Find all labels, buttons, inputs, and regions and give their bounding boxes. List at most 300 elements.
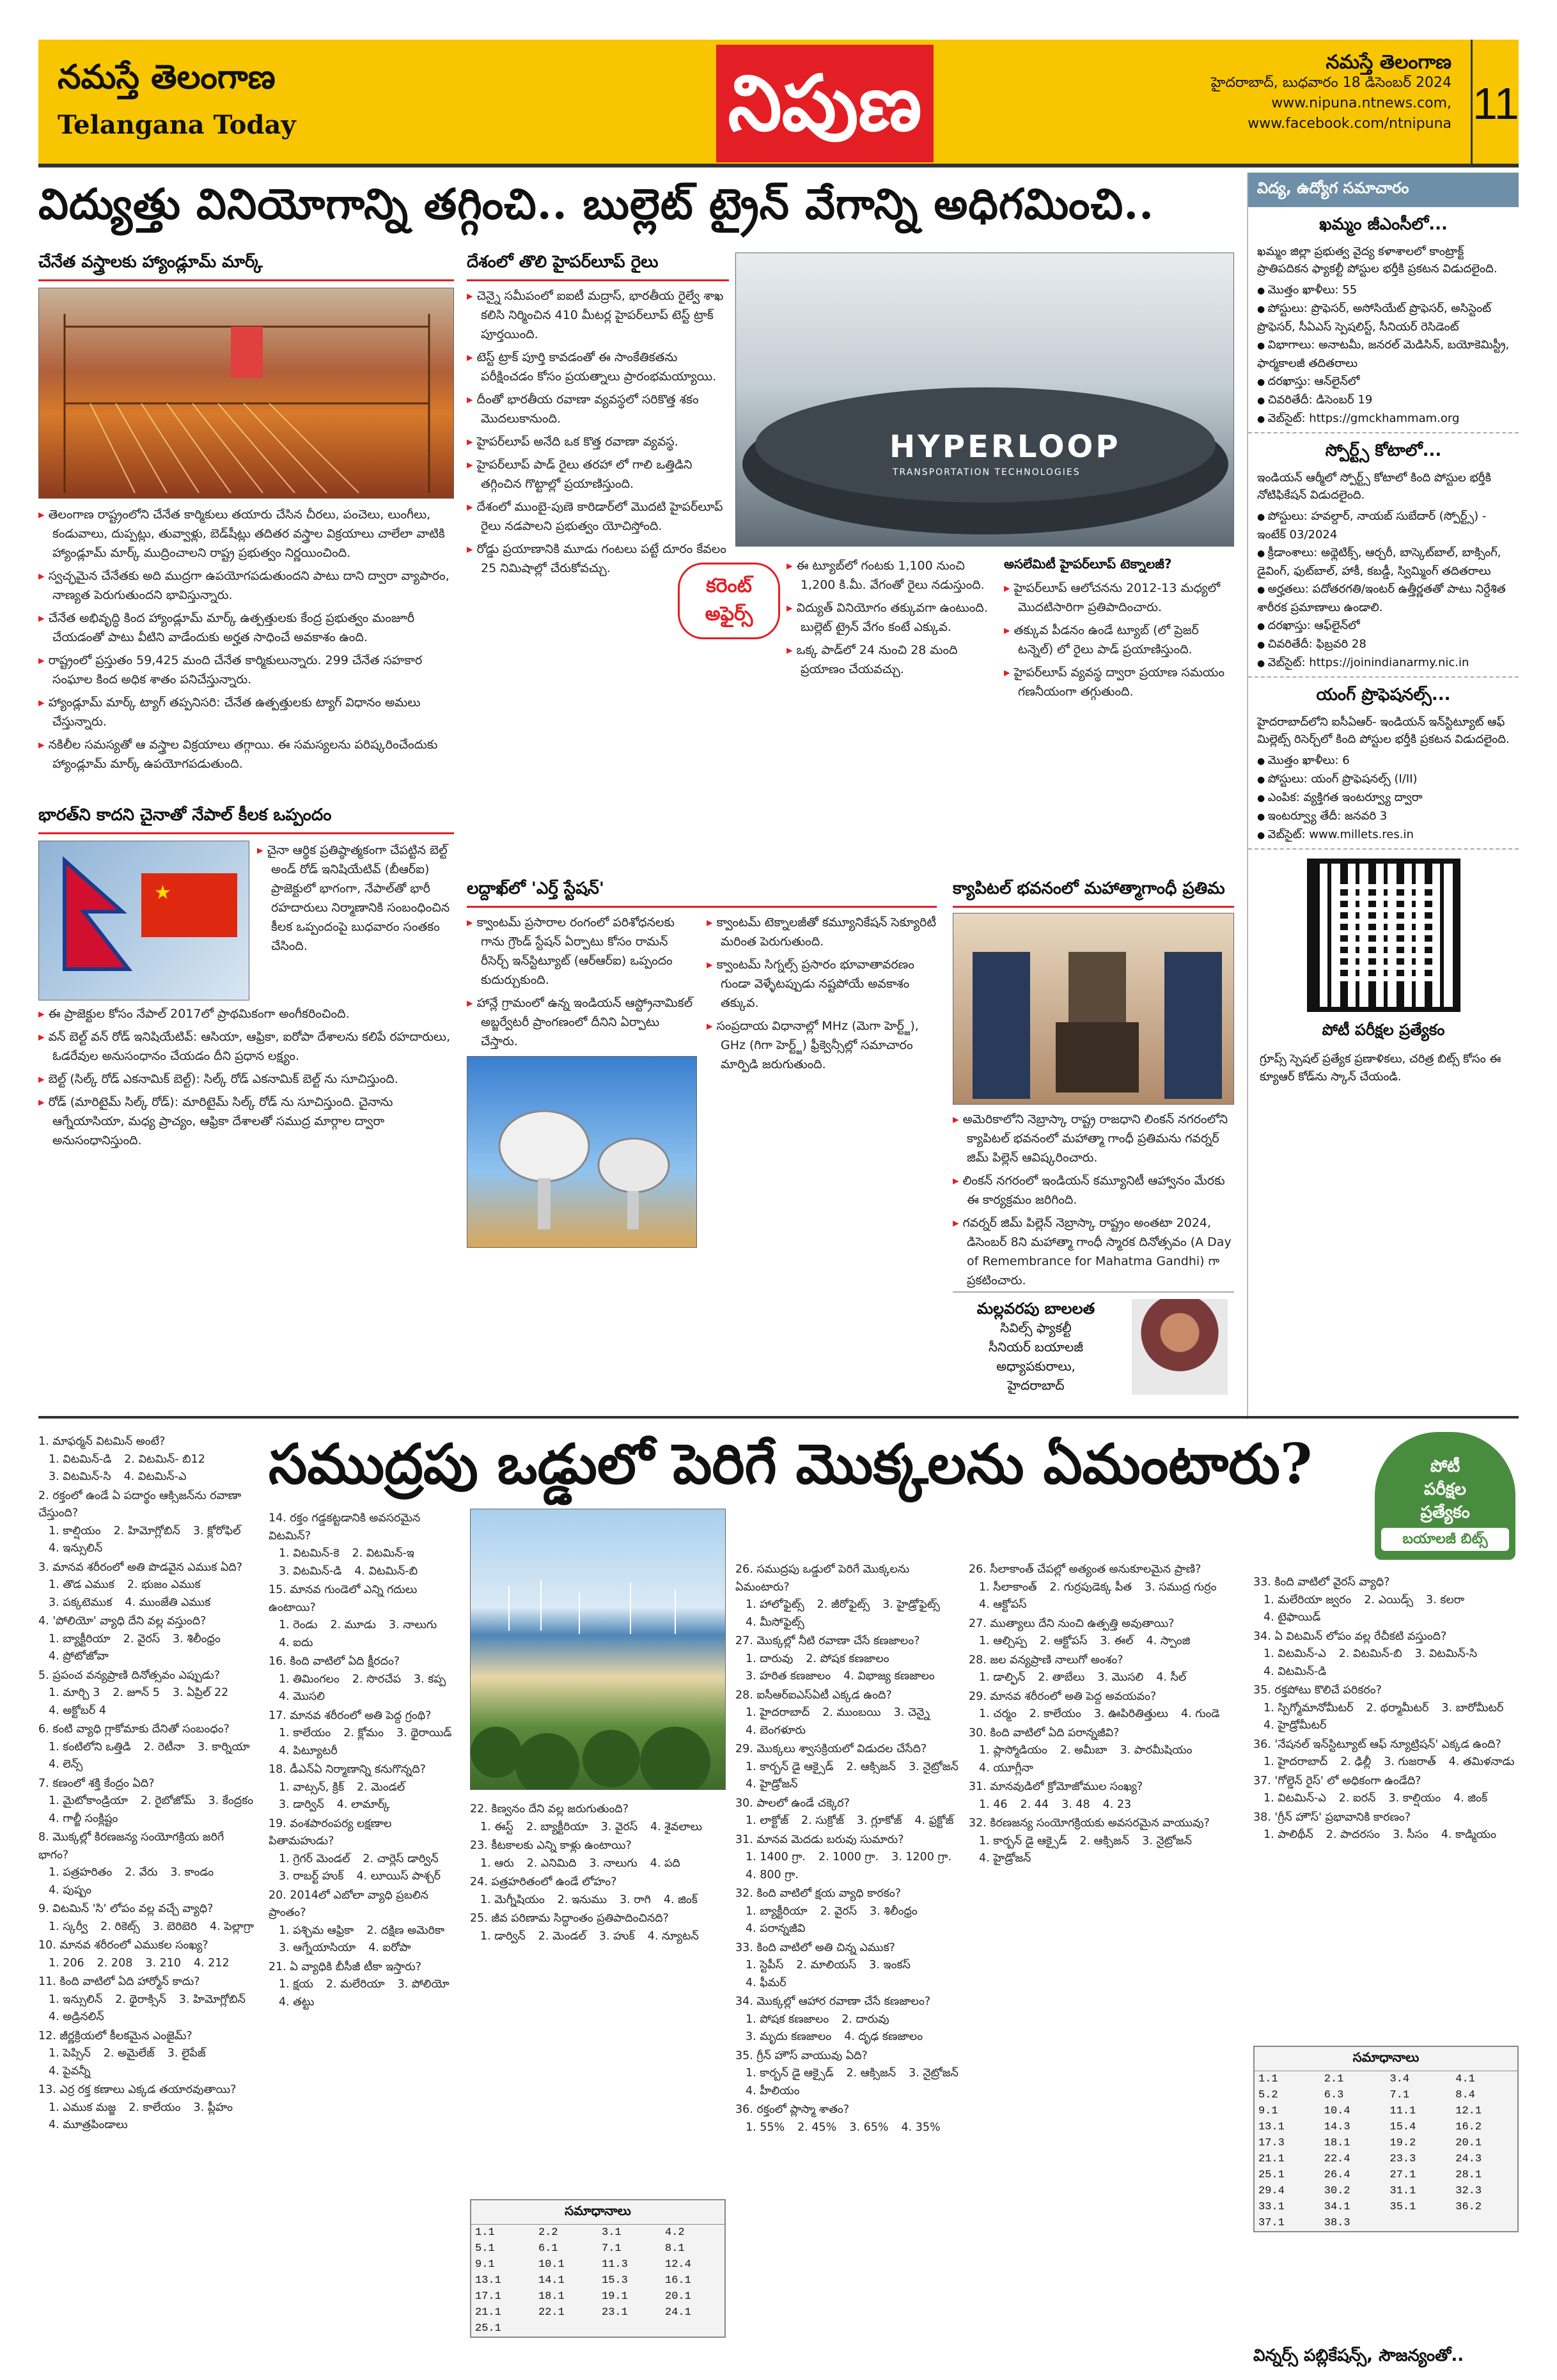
quiz-question: 34. మొక్కల్లో ఆహార రవాణా చేసే కణజాలం? — [735, 1995, 931, 2008]
quiz-option: 2. దారువు — [841, 2012, 889, 2026]
quiz-options — [735, 1596, 959, 1631]
quiz-option: 2. గుర్రపుడెక్క పీత — [1049, 1580, 1132, 1594]
quiz-question: 32. కిరణజన్య సంయోగక్రియకు అవసరమైన వాయువు? — [969, 1817, 1210, 1830]
quiz-question: 2. రక్తంలో ఉండే ఏ పదార్థం ఆక్సిజన్‌ను రవాణా చేస్తుంది? — [38, 1489, 242, 1520]
quiz-option: 2. మెండల్ — [357, 1780, 405, 1794]
sidebar-header: విద్య, ఉద్యోగ సమాచారం — [1248, 173, 1519, 207]
section-title: యంగ్ ప్రొఫెషనల్స్... — [1316, 685, 1451, 704]
paragraph: ▸ చెన్నై సమీపంలో ఐఐటీ మద్రాస్, భారతీయ రైల్వే శాఖ కలిసి నిర్మించిన 410 మీటర్ల హైపర్‌లూప్ టెస్ట్ ట్రాక్ పూర్తయింది. — [467, 286, 729, 344]
gandhi-statue-photo — [953, 913, 1234, 1105]
answer-cell: 3.1 — [602, 2227, 622, 2239]
list-item: ● పోస్టులు: ప్రొఫెసర్, అసోసియేట్ ప్రొఫెసర్, అసిస్టెంట్ ప్రొఫెసర్, సీఏఎస్ స్పెషలిస్ట్, సీనియర్ రెసిడెంట్ — [1257, 300, 1510, 336]
quiz-question: 34. ఏ విటమిన్ లోపం వల్ల రేచీకటి వస్తుంది? — [1253, 1629, 1447, 1643]
quiz-option: 1. పెప్సిన్ — [49, 2047, 91, 2060]
quiz-question: 28. జల వన్యప్రాణి నాలుగో అంశం? — [969, 1653, 1123, 1667]
quiz-option: 3. బారోమీటర్ — [1441, 1701, 1504, 1715]
issue-date: హైదరాబాద్, బుధవారం 18 డిసెంబర్ 2024 — [1210, 75, 1451, 91]
answer-cell: 23.3 — [1389, 2153, 1416, 2165]
quiz-option: 4. అక్టోబర్ 4 — [49, 1704, 106, 1717]
answers-grid — [471, 2225, 724, 2337]
paragraph: ▸ రోడ్డు ప్రయాణానికి మూడు గంటలు పట్టే దూరం కేవలం 25 నిమిషాల్లో చేరుకోవచ్చు. — [467, 540, 729, 578]
quiz-option: 4. విటమిన్-డి — [1264, 1665, 1327, 1678]
quiz-option: 4. పిట్యూటరీ — [279, 1744, 338, 1757]
quiz-option: 1. కంటిలోని ఒత్తిడి — [49, 1740, 131, 1754]
flags-photo — [38, 841, 249, 1000]
quiz-option: 1. స్కర్వీ — [49, 1920, 88, 1933]
answer-cell: 24.3 — [1455, 2153, 1482, 2165]
answer-cell: 5.1 — [475, 2243, 495, 2255]
paragraph: ▸ లింకన్ నగరంలో ఇండియన్ కమ్యూనిటీ ఆహ్వానం మేరకు ఈ కార్యక్రమం జరిగింది. — [953, 1171, 1234, 1209]
quiz-question: 29. మొక్కలు శ్వాసక్రియలో విడుదల చేసేది? — [735, 1743, 927, 1755]
paragraph: ▸ క్వాంటమ్ ప్రసారాల రంగంలో పరిశోధనలకు గాను గ్రౌండ్ స్టేషన్ ఏర్పాటు కోసం రామన్ రీసెర్చ్ ఇన్‌స్టిట్యూట్ (ఆర్ఆర్ఐ) ఒప్పందం కుదుర్చుకుంది. — [467, 913, 697, 990]
quiz-option: 2. సుక్రోజ్ — [801, 1814, 844, 1827]
answers-row — [471, 2305, 724, 2321]
quiz-option: 4. లెన్స్ — [49, 1758, 83, 1771]
quiz-options — [735, 1812, 959, 1830]
answers-row — [1255, 2135, 1517, 2151]
quiz-option: 4. న్యూటన్ — [647, 1929, 699, 1943]
answers-title: సమాధానాలు — [1255, 2047, 1517, 2071]
main-headline: విద్యుత్తు వినియోగాన్ని తగ్గించి.. బుల్లెట్ ట్రైన్ వేగాన్ని అధిగమించి.. — [38, 179, 1155, 229]
quiz-options — [470, 1892, 726, 1909]
paragraph: ▸ హాన్లే గ్రామంలో ఉన్న ఇండియన్ ఆస్ట్రోనామికల్ అబ్జర్వేటరీ ప్రాంగణంలో దీనిని ఏర్పాటు చేస్తారు. — [467, 993, 697, 1051]
section-list — [1257, 281, 1510, 428]
paragraph: ▸ ఒక్క పాడ్‌లో 24 నుంచి 28 మంది ప్రయాణం చేయవచ్చు. — [786, 641, 991, 679]
quiz-option: 3. మృదు కణజాలం — [746, 2030, 832, 2043]
answer-cell: 31.1 — [1389, 2185, 1416, 2197]
quiz-option: 2. మాలియస్ — [796, 1959, 857, 1972]
quiz-option: 2. వేరు — [125, 1866, 158, 1879]
avatar — [1132, 1299, 1228, 1395]
quiz-question: 7. కణంలో శక్తి కేంద్రం ఏది? — [38, 1777, 155, 1790]
quiz-option: 2. జూన్ 5 — [113, 1686, 160, 1699]
quiz-option: 4. విటమిన్-ఎ — [123, 1470, 187, 1483]
quiz-options — [969, 1742, 1224, 1777]
quiz-option: 3. 65% — [849, 2120, 889, 2134]
qr-caption: పోటీ పరీక్షల ప్రత్యేకం — [1322, 1021, 1445, 1039]
hyperloop-logo-text: HYPERLOOP — [889, 429, 1121, 465]
quiz-option: 3. హుక్ — [599, 1929, 635, 1943]
answer-cell: 17.3 — [1258, 2137, 1285, 2149]
answers-table-1 — [470, 2199, 726, 2338]
badge-line: పరీక్షల — [1424, 1480, 1466, 1499]
list-item-website[interactable]: ● వెబ్‌సైట్: https://joinindianarmy.nic.in — [1257, 654, 1510, 673]
quiz-option: 2. ఆక్టోపస్ — [1039, 1635, 1088, 1647]
answers-row — [471, 2257, 724, 2273]
quiz-option: 3. సముద్ర గుర్రం — [1145, 1580, 1217, 1594]
satellite-dish-photo — [467, 1056, 697, 1248]
paragraph: ▸ హైపర్‌లూప్ పాడ్ రైలు తరహా లో గాలి ఒత్తిడిని తగ్గించిన గొట్టాల్లో ప్రయాణిస్తుంది. — [467, 455, 729, 494]
quiz-options — [38, 1793, 256, 1828]
hyperloop-cont — [786, 556, 991, 683]
quiz-option: 4. గాల్జీ సంక్లిష్టం — [49, 1812, 118, 1825]
quiz-option: 3. ప్లీహం — [193, 2101, 233, 2114]
quiz-option: 3. నైట్రోజన్ — [1142, 1834, 1192, 1847]
quiz-option: 3. గ్లూకోజ్ — [856, 1814, 902, 1827]
quiz-option: 2. 208 — [97, 1956, 133, 1970]
answers-table-2 — [1253, 2046, 1519, 2232]
quiz-question: 28. ఐసీఆర్ఐఎస్ఏటీ ఎక్కడ ఉంది? — [735, 1688, 892, 1702]
quiz-option: 2. భుజం ఎముక — [127, 1578, 201, 1591]
quiz-option: 1. చర్మం — [979, 1707, 1017, 1720]
answer-cell: 5.2 — [1258, 2089, 1278, 2101]
list-item: ● మొత్తం ఖాళీలు: 55 — [1257, 281, 1510, 300]
svg-text:★: ★ — [154, 882, 171, 904]
answer-cell: 27.1 — [1389, 2169, 1416, 2181]
quiz-option: 2. బ్యాక్టీరియా — [526, 1820, 588, 1833]
quiz-option: 1. హైదరాబాద్ — [746, 1706, 810, 1719]
paragraph: ▸ రాష్ట్రంలో ప్రస్తుతం 59,425 మంది చేనేత కార్మికులున్నారు. 299 చేనేత సహకార సంఘాల కింద అధిక శాతం పనిచేస్తున్నారు. — [38, 651, 454, 689]
answer-cell: 33.1 — [1258, 2201, 1285, 2213]
quiz-options — [38, 2045, 256, 2080]
quiz-question: 35. రక్తపోటు కొలిచే పరికరం? — [1253, 1684, 1382, 1697]
quiz-options — [38, 1918, 256, 1936]
quiz-option: 1. పాలిథీన్ — [1264, 1828, 1313, 1841]
quiz-option: 3. రాగి — [619, 1893, 651, 1906]
quiz-options — [735, 1903, 959, 1938]
section-title: ఖమ్మం జీఎంసీలో... — [1319, 215, 1448, 234]
quiz-option: 4. ఫ్రక్టోజ్ — [914, 1814, 954, 1827]
quiz-option: 3. శిలీంధ్రం — [173, 1632, 221, 1645]
answer-cell: 8.4 — [1455, 2089, 1475, 2101]
answers-row — [1255, 2151, 1517, 2167]
quiz-options — [470, 1855, 726, 1873]
answer-cell: 14.3 — [1324, 2121, 1350, 2133]
quiz-column-3 — [735, 1560, 959, 2340]
beach-illustration — [471, 1509, 726, 1790]
quiz-column-4 — [969, 1560, 1224, 2340]
list-item: ● ఇంటర్వ్యూ తేదీ: జనవరి 3 — [1257, 807, 1510, 826]
quiz-option: 2. ఎనిమిది — [526, 1856, 577, 1870]
weaver-figure — [231, 327, 263, 378]
quiz-option: 1. రెండు — [279, 1619, 318, 1631]
quiz-option: 1. పశ్చిమ ఆఫ్రికా — [279, 1924, 354, 1937]
quiz-option: 1. స్పిగ్మోమానోమీటర్ — [1264, 1701, 1354, 1715]
quiz-question: 3. మానవ శరీరంలో అతి పొడవైన ఎముక ఏది? — [38, 1560, 243, 1574]
answer-cell: 2.1 — [1324, 2073, 1344, 2085]
quiz-option: 2. 44 — [1020, 1798, 1049, 1811]
quiz-option: 3. 48 — [1061, 1798, 1090, 1811]
author-info — [953, 1299, 1119, 1400]
list-item: ● చివరితేదీ: డిసెంబర్ 19 — [1257, 391, 1510, 410]
quiz-option: 2. థర్మామీటర్ — [1366, 1701, 1429, 1715]
quiz-option: 1. 206 — [49, 1956, 84, 1970]
answer-cell: 34.1 — [1324, 2201, 1350, 2213]
paragraph: ▸ హ్యాండ్లూమ్ మార్క్ ట్యాగ్ తప్పనిసరి: చేనేత ఉత్పత్తులకు ట్యాగ్ విధానం అమలు చేస్తున్నారు. — [38, 693, 454, 731]
quiz-option: 2. అమీబా — [1060, 1744, 1107, 1757]
quiz-options — [38, 1523, 256, 1558]
answers-row — [1255, 2103, 1517, 2119]
sub-title: అసలేమిటీ హైపర్‌లూప్ టెక్నాలజీ? — [1004, 556, 1172, 572]
answer-cell: 37.1 — [1258, 2217, 1285, 2229]
quiz-option: 3. హరిత కణజాలం — [746, 1670, 831, 1683]
quiz-question: 33. కింది వాటిలో అతి చిన్న ఎముక? — [735, 1941, 895, 1954]
paper-name-right: నమస్తే తెలంగాణ — [1326, 51, 1451, 74]
dish-illustration — [467, 1057, 697, 1248]
article-body — [953, 1110, 1234, 1290]
section-divider — [38, 1416, 1519, 1419]
quiz-option: 2. ముంబయి — [822, 1706, 881, 1719]
quiz-option: 2. ఆక్సిజన్ — [1079, 1834, 1130, 1847]
quiz-question: 38. 'గ్రీన్ హౌస్' ప్రభావానికి కారణం? — [1253, 1810, 1411, 1824]
answer-cell: 16.2 — [1455, 2121, 1482, 2133]
page-number: 11 — [1471, 40, 1519, 167]
quiz-option: 2. కాలేయం — [129, 2101, 181, 2114]
quiz-option: 2. క్లోమం — [343, 1727, 384, 1739]
quiz-option: 1. హాలోఫైట్స్ — [746, 1598, 804, 1611]
quiz-question: 16. కింది వాటిలో ఏది క్షీరదం? — [269, 1655, 400, 1668]
quiz-options — [735, 1849, 959, 1884]
quiz-option: 2. ఆక్సిజన్ — [846, 2067, 896, 2080]
loom-illustration — [39, 288, 454, 499]
quiz-option: 4. మీసోఫైట్స్ — [746, 1615, 804, 1629]
quiz-option: 4. శైవలాలు — [650, 1820, 703, 1833]
answer-cell: 29.4 — [1258, 2185, 1285, 2197]
paragraph: ▸ విద్యుత్ వినియోగం తక్కువగా ఉంటుంది. బుల్లెట్ ట్రైన్ వేగం కంటే ఎక్కువ. — [786, 598, 991, 637]
quiz-question: 21. ఏ వ్యాధికి బీసీజీ టీకా ఇస్తారు? — [269, 1960, 422, 1973]
quiz-option: 2. దక్షిణ అమెరికా — [366, 1924, 445, 1937]
quiz-question: 11. కింది వాటిలో ఏది హార్మోన్ కాదు? — [38, 1975, 200, 1988]
paragraph: ▸ తెలంగాణ రాష్ట్రంలోని చేనేత కార్మికులు తయారు చేసిన చీరలు, పంచెలు, లుంగీలు, కండువాలు, దుప్పట్లు, తువ్వాళ్లు, బెడ్‌షీట్లు తదితర వస్త్రాల విక్రయాలు చాలేలా వాటికి హ్యాండ్లూమ్ మార్క్ ముద్రించాలని రాష్ట్ర ప్రభుత్వం నిర్ణయించింది. — [38, 505, 454, 563]
quiz-options — [969, 1669, 1224, 1687]
section-intro: హైదరాబాద్‌లోని ఐసీఏఆర్- ఇండియన్ ఇన్‌స్టిట్యూట్ ఆఫ్ మిల్లెట్స్ రిసెర్చ్‌లో కింది పోస్టుల భర్తీకి ప్రకటన విడుదలైంది. — [1257, 715, 1510, 746]
quiz-column-5 — [1253, 1573, 1519, 2033]
paragraph: ▸ గవర్నర్ జిమ్ పిల్లెన్ నెబ్రాస్కా రాష్ట్రం అంతటా 2024, డిసెంబర్ 8ని మహాత్మా గాంధీ స్మారక దినోత్సవం (A Day of Remembrance for Mahatma Gandhi) గా ప్రకటించారు. — [953, 1213, 1234, 1290]
quiz-options — [969, 1796, 1224, 1814]
quiz-option: 3. బెరిబెరి — [152, 1920, 198, 1933]
article-body-cont — [38, 1004, 454, 1150]
quiz-options — [38, 1451, 256, 1486]
answer-cell: 13.1 — [1258, 2121, 1285, 2133]
quiz-option: 4. సీల్ — [1156, 1671, 1187, 1684]
answers-row — [1255, 2087, 1517, 2103]
quiz-option: 2. ఆక్సిజన్ — [846, 1760, 896, 1773]
quiz-option: 3. సీసం — [1392, 1828, 1428, 1841]
quiz-question: 22. కిణ్వనం దేని వల్ల జరుగుతుంది? — [470, 1803, 629, 1816]
quiz-option: 1. తిమింగలం — [279, 1672, 340, 1686]
quiz-option: 3. ఆగ్నేయాసియా — [279, 1941, 356, 1954]
quiz-option: 3. కాండం — [170, 1866, 214, 1879]
list-item: ● పోస్టులు: యంగ్ ప్రొఫెషనల్స్ (I/II) — [1257, 770, 1510, 789]
quiz-option: 4. పెల్లాగ్రా — [210, 1920, 254, 1933]
quiz-option: 2. వైరస్ — [123, 1632, 160, 1645]
answers-row — [471, 2225, 724, 2241]
quiz-option: 4. మొసలి — [279, 1690, 325, 1703]
section-intro: ఇండియన్ ఆర్మీలో స్పోర్ట్స్ కోటాలో కింది పోస్టుల భర్తీకి నోటిఫికేషన్ విడుదలైంది. — [1257, 471, 1491, 502]
quiz-question: 32. కింది వాటిలో క్షయ వ్యాధి కారకం? — [735, 1887, 902, 1900]
answer-cell: 4.1 — [1455, 2073, 1475, 2085]
quiz-option: 2. మెండల్ — [538, 1929, 586, 1943]
quiz-option: 1. గ్రెగర్ మెండల్ — [279, 1852, 350, 1865]
quiz-option: 1. విటమిన్-డి — [49, 1452, 112, 1466]
quiz-option: 3. నాలుగు — [589, 1856, 638, 1870]
earth-left — [467, 913, 697, 1248]
facebook-link[interactable]: www.facebook.com/ntnipuna — [1248, 116, 1451, 132]
article-body — [467, 913, 697, 1051]
quiz-options — [38, 1739, 256, 1774]
sidebar-section-young-professionals — [1248, 678, 1519, 850]
article-hyperloop — [467, 253, 729, 582]
quiz-question: 6. కంటి వ్యాధి గ్లాకోమాకు దేనితో సంబంధం? — [38, 1723, 230, 1736]
quiz-option: 3. లైపేజ్ — [167, 2047, 206, 2060]
quiz-question: 5. ప్రపంచ వన్యప్రాణి దినోత్సవం ఎప్పుడు? — [38, 1668, 221, 1682]
article-handloom — [38, 253, 454, 777]
quiz-options — [38, 1864, 256, 1899]
answers-row — [1255, 2183, 1517, 2199]
hyperloop-photo — [735, 253, 1234, 547]
quiz-options — [269, 1779, 460, 1814]
quiz-option: 1. 55% — [746, 2120, 785, 2134]
quiz-options — [735, 2065, 959, 2100]
quiz-option: 1. తొడ ఎముక — [49, 1578, 114, 1591]
article-body-right — [707, 913, 937, 1248]
article-title: దేశంలో తొలి హైపర్‌లూప్ రైలు — [467, 253, 729, 281]
quiz-option: 2. రెటీనా — [143, 1740, 185, 1754]
list-item: ● క్రీడాంశాలు: అథ్లెటిక్స్, ఆర్చరీ, బాస్కెట్‌బాల్, బాక్సింగ్, డైవింగ్, ఫుట్‌బాల్, హాకీ, కబడ్డీ, స్విమ్మింగ్ తదితరాలు — [1257, 544, 1510, 580]
hyperloop-illustration — [736, 253, 1234, 547]
quiz-options — [269, 1545, 460, 1580]
quiz-options — [1253, 1754, 1519, 1771]
quiz-question: 15. మానవ గుండెలో ఎన్ని గదులు ఉంటాయి? — [269, 1583, 418, 1614]
quiz-option: 4. లూయిస్ పాశ్చర్ — [356, 1870, 441, 1883]
answer-cell: 15.3 — [602, 2275, 628, 2287]
answers-row — [1255, 2119, 1517, 2135]
answers-row — [471, 2289, 724, 2305]
quiz-option: 1. పత్రహరితం — [49, 1866, 113, 1879]
quiz-question: 31. మానవుడిలో క్రోమోజోముల సంఖ్య? — [969, 1780, 1143, 1793]
paragraph: ▸ తక్కువ పీడనం ఉండే ట్యూబ్ (లో ప్రెజర్ టన్నెల్) లో రైలు పాడ్ ప్రయాణిస్తుంది. — [1004, 621, 1234, 659]
quiz-options — [269, 1922, 460, 1957]
quiz-option: 2. హిమోగ్లోబిన్ — [113, 1524, 180, 1537]
quiz-question: 36. రక్తంలో ప్లాస్మా శాతం? — [735, 2103, 850, 2116]
quiz-question: 4. 'పోలియో' వ్యాధి దేని వల్ల వస్తుంది? — [38, 1615, 207, 1628]
list-item: ● ఎంపిక: వ్యక్తిగత ఇంటర్వ్యూ ద్వారా — [1257, 789, 1510, 807]
masthead-left — [58, 58, 296, 140]
quiz-option: 4. దృఢ కణజాలం — [844, 2030, 923, 2043]
quiz-option: 3. కాల్షియం — [1388, 1792, 1441, 1805]
list-item: ● దరఖాస్తు: ఆన్‌లైన్‌లో — [1257, 373, 1510, 391]
answer-cell: 19.2 — [1389, 2137, 1416, 2149]
quiz-option: 3. నైట్రోజన్ — [909, 1760, 958, 1773]
author-role: సీనియర్ బయాలజీ అధ్యాపకురాలు, — [989, 1339, 1083, 1374]
quiz-option: 2. మలేరియా — [325, 1978, 385, 1991]
quiz-option: 2. అమైలేజ్ — [103, 2047, 155, 2060]
quiz-option: 1. కార్బన్ డై ఆక్సైడ్ — [746, 1760, 834, 1773]
biology-bits-badge — [1375, 1432, 1515, 1560]
answer-cell: 36.2 — [1455, 2201, 1482, 2213]
list-item-website[interactable]: ● వెబ్‌సైట్: www.millets.res.in — [1257, 826, 1510, 844]
quiz-option: 1. మైటోకాండ్రియా — [49, 1794, 128, 1807]
paragraph: ▸ ఈ ట్యూబ్‌లో గంటకు 1,100 నుంచి 1,200 కి.మీ. వేగంతో రైలు నడుస్తుంది. — [786, 556, 991, 595]
quiz-option: 4. జింక్ — [1453, 1792, 1488, 1805]
article-nepal — [38, 805, 454, 1154]
answer-cell: 12.1 — [1455, 2105, 1482, 2117]
paragraph: ▸ టెస్ట్ ట్రాక్ పూర్తి కావడంతో ఈ సాంకేతికతను పరీక్షించడం కోసం ప్రయత్నాలు ప్రారంభమయ్యాయి. — [467, 348, 729, 386]
quiz-question: 14. రక్తం గడ్డకట్టడానికి అవసరమైన విటమిన్? — [269, 1512, 421, 1543]
answer-cell: 7.1 — [1389, 2089, 1410, 2101]
badge-line: ప్రత్యేకం — [1420, 1503, 1470, 1522]
quiz-option: 4. ఇన్సులిన్ — [49, 1542, 103, 1555]
quiz-question: 26. సముద్రపు ఒడ్డులో పెరిగే మొక్కలను ఏమంటారు? — [735, 1563, 910, 1594]
quiz-option: 3. విటమిన్-డి — [279, 1564, 342, 1578]
quiz-option: 3. థైరాయిడ్ — [396, 1727, 452, 1739]
quiz-option: 1. మార్చి 3 — [49, 1686, 100, 1699]
hyperloop-tech — [1004, 556, 1234, 705]
answer-cell: 9.1 — [475, 2259, 495, 2271]
website-link[interactable]: www.nipuna.ntnews.com, — [1271, 95, 1451, 111]
quiz-question: 23. కీటకాలకు ఎన్ని కాళ్లు ఉంటాయి? — [470, 1839, 632, 1852]
quiz-option: 1. మలేరియా జ్వరం — [1264, 1593, 1352, 1606]
quiz-option: 3. ఇంకస్ — [869, 1959, 911, 1972]
answer-cell: 22.4 — [1324, 2153, 1350, 2165]
quiz-option: 1. కాల్షియం — [49, 1524, 101, 1537]
answer-cell: 25.1 — [1258, 2169, 1285, 2181]
quiz-option: 1. ప్లాస్మోడియం — [979, 1744, 1047, 1757]
qr-code[interactable] — [1307, 859, 1460, 1012]
quiz-option: 4. స్పాంజి — [1146, 1635, 1191, 1647]
quiz-option: 4. గుండె — [1180, 1707, 1220, 1720]
quiz-option: 2. 1000 గ్రా. — [818, 1851, 879, 1863]
quiz-option: 3. హైడ్రోఫైట్స్ — [882, 1598, 940, 1611]
answer-cell: 3.4 — [1389, 2073, 1410, 2085]
answer-cell: 26.4 — [1324, 2169, 1350, 2181]
quiz-option: 1. ఇన్సులిన్ — [49, 1993, 103, 2006]
quiz-option: 3. రాబర్ట్ హుక్ — [279, 1870, 344, 1883]
quiz-option: 3. హిమోగ్లోబిన్ — [178, 1993, 246, 2006]
paragraph: ▸ బెల్ట్ (సిల్క్ రోడ్ ఎకనామిక్ బెల్ట్): సిల్క్ రోడ్ ఎకనామిక్ బెల్ట్ ను సూచిస్తుంది. — [38, 1069, 454, 1089]
quiz-option: 1. డార్విన్ — [480, 1929, 526, 1943]
quiz-option: 4. ప్రోటోజోవా — [49, 1650, 109, 1663]
list-item-website[interactable]: ● వెబ్‌సైట్: https://gmckhammam.org — [1257, 410, 1510, 428]
quiz-option: 1. కార్బన్ డై ఆక్సైడ్ — [979, 1834, 1067, 1847]
section-list — [1257, 752, 1510, 844]
answer-cell: 1.1 — [1258, 2073, 1278, 2085]
quiz-options — [735, 1957, 959, 1992]
quiz-question: 1. మాఫర్మన్ విటమిన్ అంటే? — [38, 1435, 166, 1448]
quiz-option: 1. క్షయ — [279, 1978, 313, 1991]
quiz-options — [38, 1576, 256, 1612]
quiz-options — [735, 1651, 959, 1686]
article-mahatma — [953, 879, 1234, 1294]
quiz-option: 2. విటమిన్-బి — [1338, 1647, 1402, 1660]
quiz-option: 4. హైడ్రోజన్ — [746, 1778, 798, 1791]
quiz-options — [969, 1706, 1224, 1723]
quiz-option: 1. డాల్ఫిన్ — [979, 1671, 1026, 1684]
quiz-option: 2. ఐరన్ — [1338, 1792, 1376, 1805]
answer-cell: 11.3 — [602, 2259, 628, 2271]
qr-note: గ్రూప్స్ స్పెషల్ ప్రత్యేక ప్రణాళికలు, చరిత్ర బిట్స్ కోసం ఈ క్యూఆర్ కోడ్‌ను స్కాన్ చేయండి. — [1260, 1052, 1501, 1084]
quiz-option: 4. తమిళనాడు — [1448, 1755, 1515, 1768]
quiz-options — [735, 2011, 959, 2046]
paragraph: ▸ వన్ బెల్ట్ వన్ రోడ్ ఇనిషియేటివ్: ఆసియా, ఆఫ్రికా, ఐరోపా దేశాలను కలిపే రహదారులు, ఓడరేవుల అనుసంధానం చేయడం దీని ప్రధాన లక్ష్యం. — [38, 1027, 454, 1066]
quiz-option: 4. ఫీమర్ — [746, 1976, 786, 1989]
quiz-option: 4. ఐదు — [279, 1636, 313, 1649]
list-item: ● పోస్టులు: హవల్దార్, నాయబ్ సుబేదార్ (స్పోర్ట్స్) - ఇంటేక్ 03/2024 — [1257, 508, 1510, 544]
quiz-option: 1. విటమిన్-కె — [279, 1547, 340, 1560]
quiz-question: 8. మొక్కల్లో కిరణజన్య సంయోగక్రియ జరిగే భాగం? — [38, 1831, 224, 1862]
quiz-option: 2. విటమిన్-ఇ — [352, 1547, 414, 1560]
article-title: క్యాపిటల్ భవనంలో మహాత్మాగాంధీ ప్రతిమ — [953, 879, 1234, 908]
quiz-option: 4. ముంజేతి ఎముక — [125, 1596, 211, 1609]
quiz-option: 1. లాక్టోజ్ — [746, 1814, 789, 1827]
list-item: ● మొత్తం ఖాళీలు: 6 — [1257, 752, 1510, 770]
quiz-option: 3. ఊపిరితిత్తులు — [1093, 1707, 1168, 1720]
quiz-option: 4. 800 గ్రా. — [746, 1868, 799, 1881]
paragraph: ▸ రోడ్ (మారిటైమ్ సిల్క్ రోడ్): మారిటైమ్ సిల్క్ రోడ్ ను సూచిస్తుంది. చైనాను ఆగ్నేయాసియా, మధ్య ప్రాచ్యం, ఆఫ్రికా దేశాలతో సముద్ర మార్గాల ద్వారా అనుసంధానిస్తుంది. — [38, 1093, 454, 1150]
paragraph: ▸ క్వాంటమ్ టెక్నాలజీతో కమ్యూనికేషన్ సెక్యూరిటీ మరింత పెరుగుతుంది. — [707, 913, 937, 951]
quiz-option: 2. రికెట్స్ — [100, 1920, 140, 1933]
quiz-option: 3. 1200 గ్రా. — [891, 1851, 952, 1863]
